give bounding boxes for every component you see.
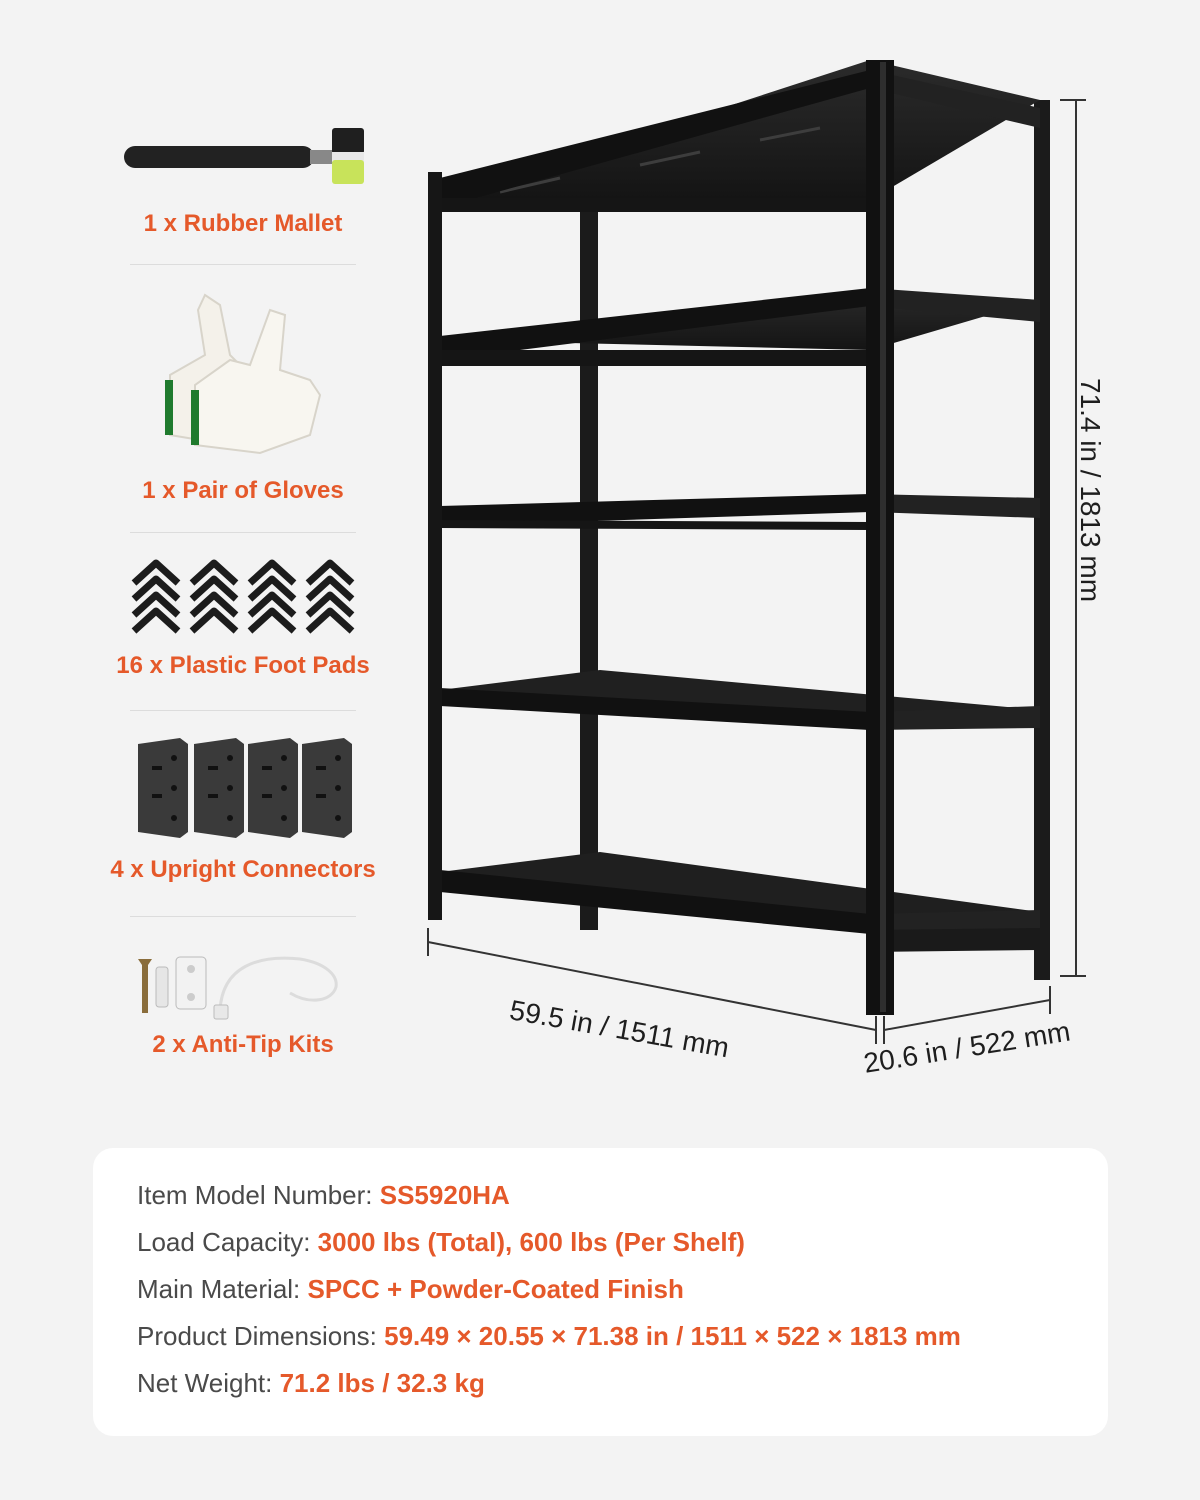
depth-dimension-label: 20.6 in / 522 mm <box>861 1015 1073 1079</box>
spec-value: SS5920HA <box>379 1180 510 1210</box>
spec-net-weight <box>137 1368 485 1399</box>
shelf-4 <box>440 670 1040 730</box>
spec-main-material <box>137 1274 684 1305</box>
spec-product-dimensions <box>137 1321 961 1352</box>
spec-label: Product Dimensions: <box>137 1321 385 1351</box>
accessory-label: 1 x Pair of Gloves <box>142 477 344 504</box>
accessory-label: 4 x Upright Connectors <box>110 856 376 883</box>
spec-value: 71.2 lbs / 32.3 kg <box>279 1368 485 1398</box>
spec-label: Item Model Number: <box>137 1180 380 1210</box>
shelf-1 <box>440 60 1040 212</box>
shelf-2 <box>440 288 1040 366</box>
spec-load-capacity <box>137 1227 745 1258</box>
accessory-label: 1 x Rubber Mallet <box>143 210 343 237</box>
spec-value: SPCC + Powder-Coated Finish <box>307 1274 684 1304</box>
accessory-label: 16 x Plastic Foot Pads <box>116 652 370 679</box>
spec-label: Main Material: <box>137 1274 308 1304</box>
spec-model-number <box>137 1180 510 1211</box>
height-dimension-label: 71.4 in / 1813 mm <box>1075 377 1107 603</box>
shelf-5 <box>440 852 1040 952</box>
width-dimension-label: 59.5 in / 1511 mm <box>507 994 732 1064</box>
spec-label: Load Capacity: <box>137 1227 318 1257</box>
spec-value: 3000 lbs (Total), 600 lbs (Per Shelf) <box>317 1227 745 1257</box>
spec-value: 59.49 × 20.55 × 71.38 in / 1511 × 522 × 1813 mm <box>384 1321 961 1351</box>
spec-card <box>93 1148 1108 1436</box>
spec-label: Net Weight: <box>137 1368 280 1398</box>
shelf-3 <box>440 494 1040 530</box>
accessory-label: 2 x Anti-Tip Kits <box>152 1031 334 1058</box>
